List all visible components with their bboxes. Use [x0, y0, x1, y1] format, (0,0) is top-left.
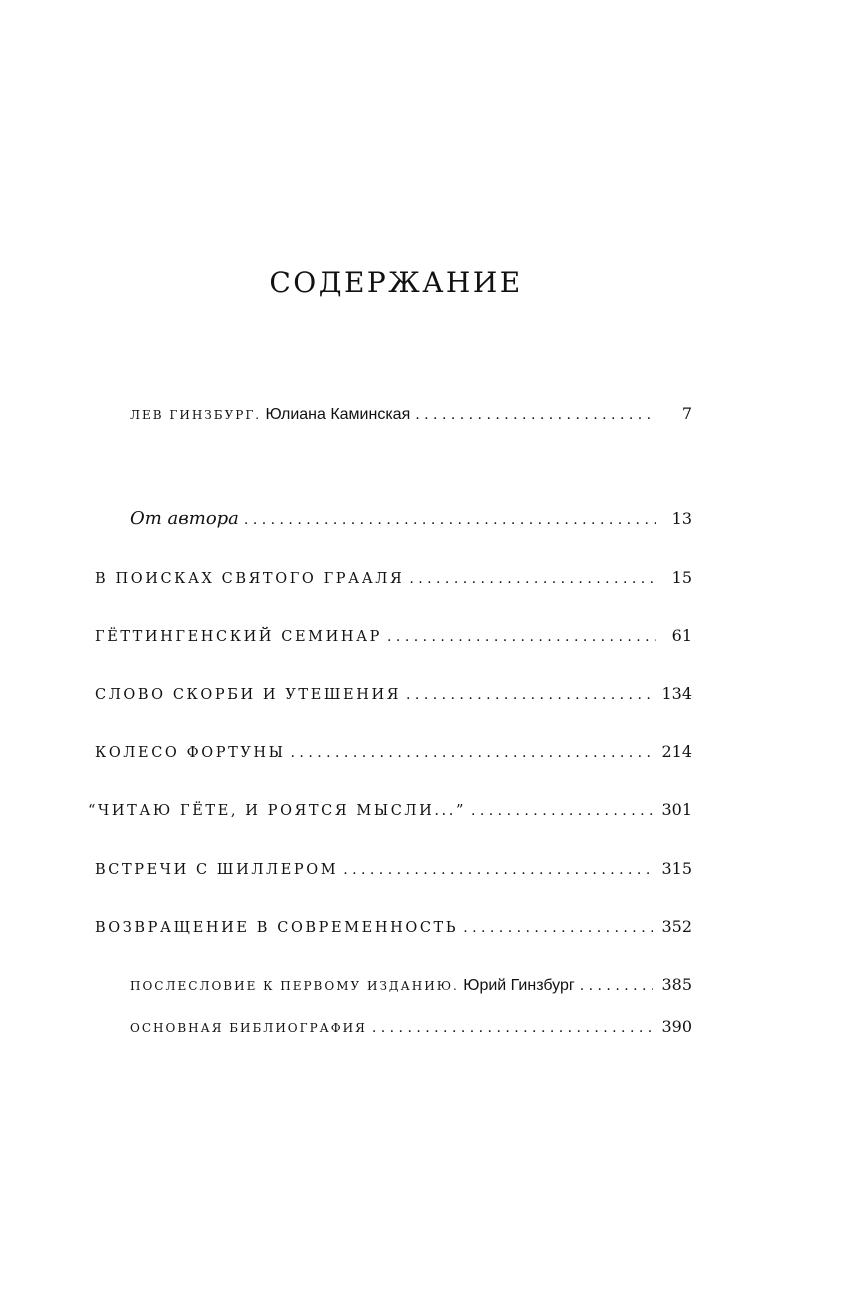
dot-leader [239, 512, 656, 528]
dot-leader [367, 1020, 654, 1036]
page-title: СОДЕРЖАНИЕ [269, 266, 523, 299]
toc-entry-chitayu-gete[interactable] [88, 800, 692, 819]
toc-entry-gettingenskiy[interactable] [95, 626, 692, 645]
toc-entry-page: 134 [661, 684, 692, 703]
dot-leader [338, 862, 653, 878]
toc-entry-title: СЛОВО СКОРБИ И УТЕШЕНИЯ [95, 687, 402, 703]
toc-entry-page: 315 [661, 859, 692, 878]
toc-entry-page: 214 [661, 742, 692, 761]
toc-entry-title [130, 975, 575, 995]
dot-leader [466, 803, 653, 819]
toc-entry-vozvrashchenie[interactable] [95, 917, 692, 936]
toc-entry-page: 301 [661, 800, 692, 819]
toc-entry-posleslovie[interactable] [130, 975, 692, 995]
toc-entry-title: В ПОИСКАХ СВЯТОГО ГРААЛЯ [95, 571, 405, 587]
toc-entry-author-heading: ЛЕВ ГИНЗБУРГ. [130, 408, 262, 422]
dot-leader [404, 571, 656, 587]
toc-entry-title: ВОЗВРАЩЕНИЕ В СОВРЕМЕННОСТЬ [95, 920, 459, 936]
toc-entry-ot-avtora[interactable] [130, 508, 692, 529]
toc-entry-title: ГЁТТИНГЕНСКИЙ СЕМИНАР [95, 629, 383, 645]
toc-entry-page: 7 [681, 404, 692, 423]
toc-entry-title: ВСТРЕЧИ С ШИЛЛЕРОМ [95, 862, 339, 878]
toc-entry-title: ОСНОВНАЯ БИБЛИОГРАФИЯ [130, 1021, 367, 1035]
toc-entry-title: От автора [130, 508, 239, 529]
dot-leader [382, 629, 656, 645]
toc-entry-page: 13 [671, 509, 692, 528]
toc-entry-title: “ЧИТАЮ ГЁТЕ, И РОЯТСЯ МЫСЛИ...” [88, 803, 466, 819]
toc-entry-page: 385 [661, 975, 692, 994]
dot-leader [286, 745, 654, 761]
dot-leader [575, 978, 654, 994]
toc-entry-title: КОЛЕСО ФОРТУНЫ [95, 745, 286, 761]
toc-entry-author-name: Юлиана Каминская [261, 406, 411, 423]
toc-entry-slovo-skorbi[interactable] [95, 684, 692, 703]
toc-entry-v-poiskakh[interactable] [95, 568, 692, 587]
toc-entry-lev-ginzburg[interactable] [130, 404, 692, 424]
toc-entry-afterword-author: Юрий Гинзбург [458, 977, 575, 994]
toc-entry-koleso-fortuny[interactable] [95, 742, 692, 761]
toc-entry-page: 15 [671, 568, 692, 587]
toc-entry-page: 352 [661, 917, 692, 936]
toc-entry-afterword-heading: ПОСЛЕСЛОВИЕ К ПЕРВОМУ ИЗДАНИЮ. [130, 979, 459, 993]
toc-entry-title [130, 404, 410, 424]
toc-entry-page: 61 [671, 626, 692, 645]
toc-entry-vstrechi-s-shillerom[interactable] [95, 859, 692, 878]
dot-leader [410, 407, 656, 423]
dot-leader [401, 687, 653, 703]
dot-leader [458, 920, 653, 936]
toc-entry-bibliografiya[interactable] [130, 1017, 692, 1036]
toc-entry-page: 390 [661, 1017, 692, 1036]
